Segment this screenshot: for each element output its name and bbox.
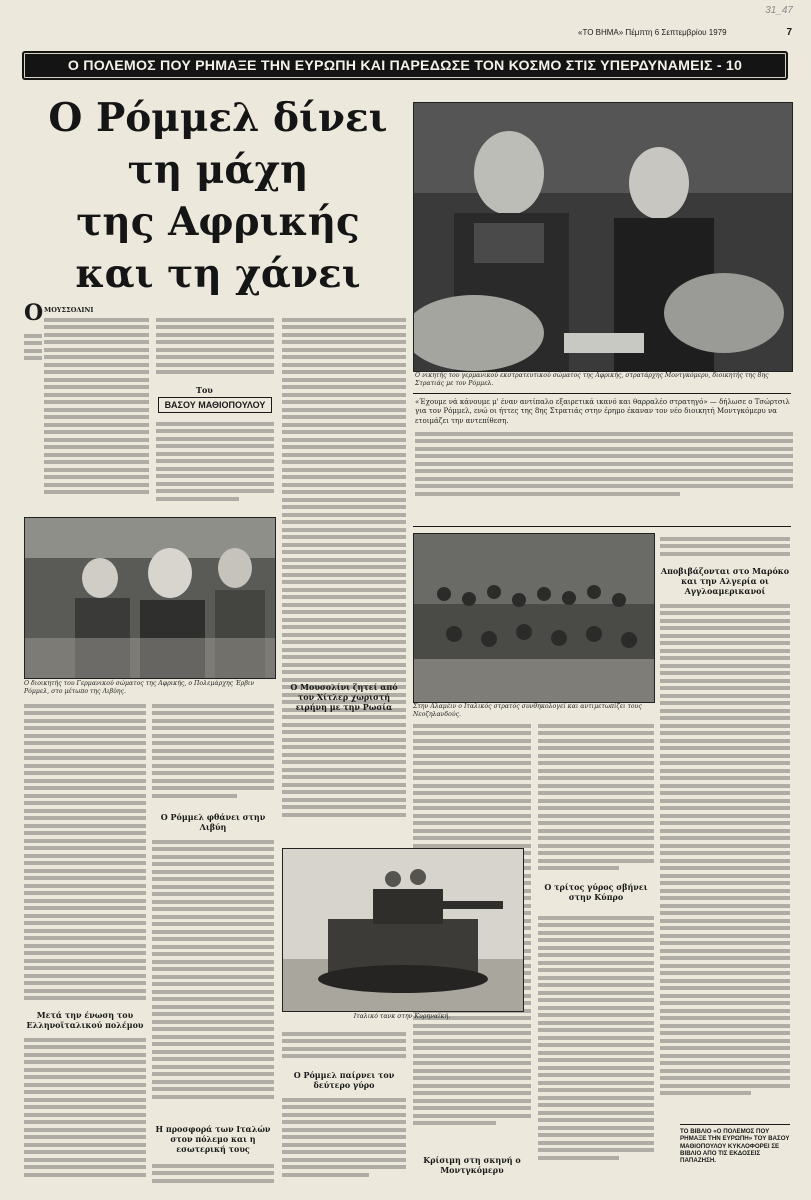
divider [413,526,791,527]
article-column-2-end [152,1160,274,1190]
title-line: της Αφρικής [76,199,360,245]
caption-tank-photo: Ιταλικό τανκ στην Κυρηναϊκή. [353,1013,451,1020]
photo-tank [282,848,524,1012]
caption-middle-photo: Στην Αλαμέιν ο Ιταλικός στρατός συνθηκολογεί και αντιμετωπίζει τους Νεοζηλανδούς. [413,703,642,718]
article-column-1-lower [24,700,146,1005]
article-column-3-lower [282,1028,406,1068]
subhead: Αποβιβάζονται στο Μαρόκο και την Αλγερία οι Αγγλοαμερικανοί [660,566,790,596]
series-banner: Ο ΠΟΛΕΜΟΣ ΠΟΥ ΡΗΜΑΞΕ ΤΗΝ ΕΥΡΩΠΗ ΚΑΙ ΠΑΡΕΔΩΣΕ ΤΟΝ ΚΟΣΜΟ ΣΤΙΣ ΥΠΕΡΔΥΝΑΜΕΙΣ - 10 [22,51,788,80]
subhead: Κρίσιμη στη σκηνή ο Μοντγκόμερυ [423,1155,521,1175]
divider [680,1124,790,1125]
photo-rommel-officers [24,517,276,679]
page-number: 7 [786,27,792,38]
article-column-1-indent [24,330,42,510]
article-column-5 [538,720,654,880]
caption-left-photo: Ο διοικητής του Γερμανικού σώματος της Αφρικής, ο Πολεμάρχης Έρβιν Ρόμμελ, στο μέτωπο της Λιβύης. [24,680,255,695]
article-column-1-bottom [24,1034,146,1184]
drop-cap: Ο [24,300,44,326]
article-column-2-top [156,314,274,384]
book-notice: ΤΟ ΒΙΒΛΙΟ «Ο ΠΟΛΕΜΟΣ ΠΟΥ ΡΗΜΑΞΕ ΤΗΝ ΕΥΡΩΠΗ» ΤΟΥ ΒΑΣΟΥ ΜΑΘΙΟΠΟΥΛΟΥ ΚΥΚΛΟΦΟΡΕΙ ΣΕ ΒΙΒΛΙΟ ΑΠΟ ΤΙΣ ΕΚΔΟΣΕΙΣ ΠΑΠΑΖΗΣΗ. [680,1128,790,1165]
article-title [38,92,398,300]
article-column-5-lower [538,912,654,1182]
subhead: Ο τρίτος γύρος σβήνει στην Κύπρο [544,882,648,902]
lead-word: ΜΟΥΣΣΟΛΙΝΙ [44,306,94,314]
byline-prefix: Του [196,385,213,395]
article-column-2-lower [152,700,274,808]
subhead: Η προσφορά των Ιταλών στον πόλεμο και η εσωτερική τους [155,1124,271,1154]
subhead: Μετά την ένωση του Ελληνοϊταλικού πολέμου [26,1010,144,1030]
article-column-2 [156,418,274,512]
article-column-right [660,600,790,1120]
title-line: τη μάχη [127,147,309,193]
caption-top-photo: Ο νικητής του γερμανικού εκστρατευτικού σώματος της Αφρικής, στρατάρχης Μοντγκόμερυ, διοικητής της 8ης Στρατιάς με τον Ρόμμελ. [415,372,769,387]
subhead: Ο Ρόμμελ παίρνει τον δεύτερο γύρο [293,1070,395,1090]
divider [413,393,791,394]
article-column-1 [44,314,149,510]
article-column-3 [282,314,406,844]
pull-quote: «Έχουμε νά κάνουμε μ' έναν αντίπαλο εξαιρετικά ικανό και θαρραλέο στρατηγό» — δήλωσε ο Τσώρτσιλ για τον Ρόμμελ, ενώ οι ήττες της 8ης Στρατιάς στην έρημο έκαναν τον νέο διοικητή Μοντγκόμερυ να ετοιμάζει την αντεπίθεση. [415,398,790,425]
article-column-3-bottom [282,1094,406,1186]
date-line: «ΤΟ ΒΗΜΑ» Πέμπτη 6 Σεπτεμβρίου 1979 [578,28,727,37]
photo-alamein [413,533,655,703]
archive-stamp: 31_47 [765,5,793,16]
article-column-2-body [152,836,274,1116]
author-byline: ΒΑΣΟΥ ΜΑΘΙΟΠΟΥΛΟΥ [158,397,272,413]
subhead: Ο Ρόμμελ φθάνει στην Λιβύη [160,812,266,832]
title-line: και τη χάνει [75,251,361,297]
title-line: Ο Ρόμμελ δίνει [48,95,388,141]
photo-generals [413,102,793,372]
subhead: Ο Μουσολίνι ζητεί από τον Χίτλερ χωριστή ειρήνη με την Ρωσία [290,682,398,712]
article-column-right-top [660,533,790,563]
